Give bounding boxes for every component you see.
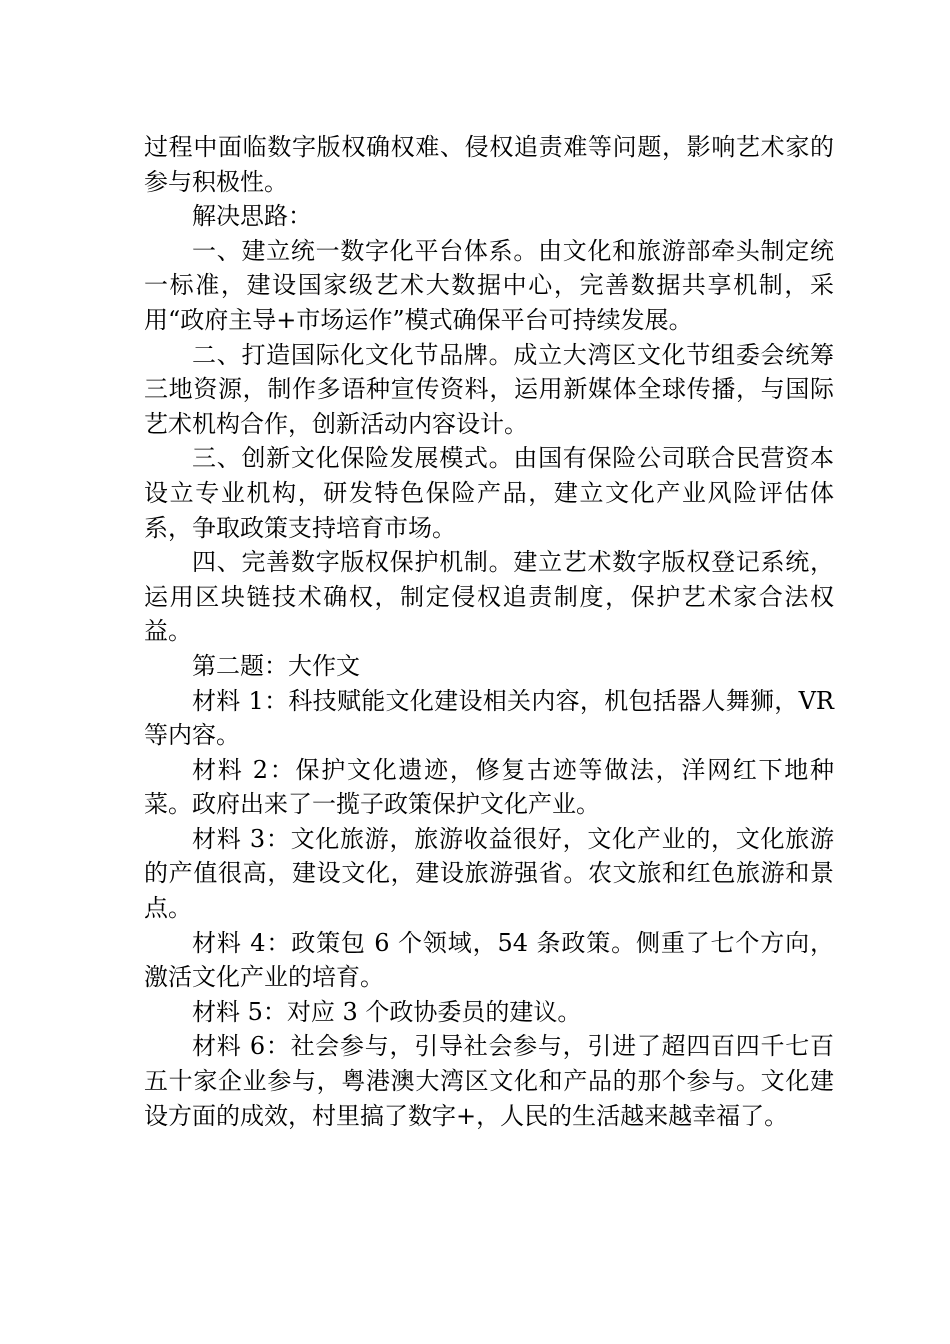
paragraph-material-3: 材料 3：文化旅游，旅游收益很好，文化产业的，文化旅游的产值很高，建设文化，建设旅游强省。农文旅和红色旅游和景点。: [144, 824, 834, 923]
paragraph-material-2: 材料 2：保护文化遗迹，修复古迹等做法，洋网红下地种菜。政府出来了一揽子政策保护文化产业。: [144, 755, 834, 819]
paragraph-material-4: 材料 4：政策包 6 个领域，54 条政策。侧重了七个方向，激活文化产业的培育。: [144, 928, 834, 992]
paragraph-solution-3: 三、创新文化保险发展模式。由国有保险公司联合民营资本设立专业机构，研发特色保险产品，建立文化产业风险评估体系，争取政策支持培育市场。: [144, 444, 834, 542]
document-body: [144, 130, 834, 1133]
paragraph-solution-4: 四、完善数字版权保护机制。建立艺术数字版权登记系统，运用区块链技术确权，制定侵权追责制度，保护艺术家合法权益。: [144, 548, 834, 646]
paragraph-solution-2: 二、打造国际化文化节品牌。成立大湾区文化节组委会统筹三地资源，制作多语种宣传资料，运用新媒体全球传播，与国际艺术机构合作，创新活动内容设计。: [144, 340, 834, 438]
paragraph-material-6: 材料 6：社会参与，引导社会参与，引进了超四百四千七百五十家企业参与，粤港澳大湾区文化和产品的那个参与。文化建设方面的成效，村里搞了数字+，人民的生活越来越幸福了。: [144, 1032, 834, 1130]
paragraph-solution-1: 一、建立统一数字化平台体系。由文化和旅游部牵头制定统一标准，建设国家级艺术大数据中心，完善数据共享机制，采用“政府主导+市场运作”模式确保平台可持续发展。: [144, 236, 834, 334]
paragraph-continuation: 过程中面临数字版权确权难、侵权追责难等问题，影响艺术家的参与积极性。: [144, 133, 834, 196]
paragraph-material-5: 材料 5：对应 3 个政协委员的建议。: [192, 997, 582, 1026]
paragraph-question-2-heading: 第二题：大作文: [192, 651, 360, 680]
paragraph-material-1: 材料 1：科技赋能文化建设相关内容，机包括器人舞狮，VR 等内容。: [144, 686, 834, 750]
paragraph-solution-heading: 解决思路：: [192, 202, 312, 231]
